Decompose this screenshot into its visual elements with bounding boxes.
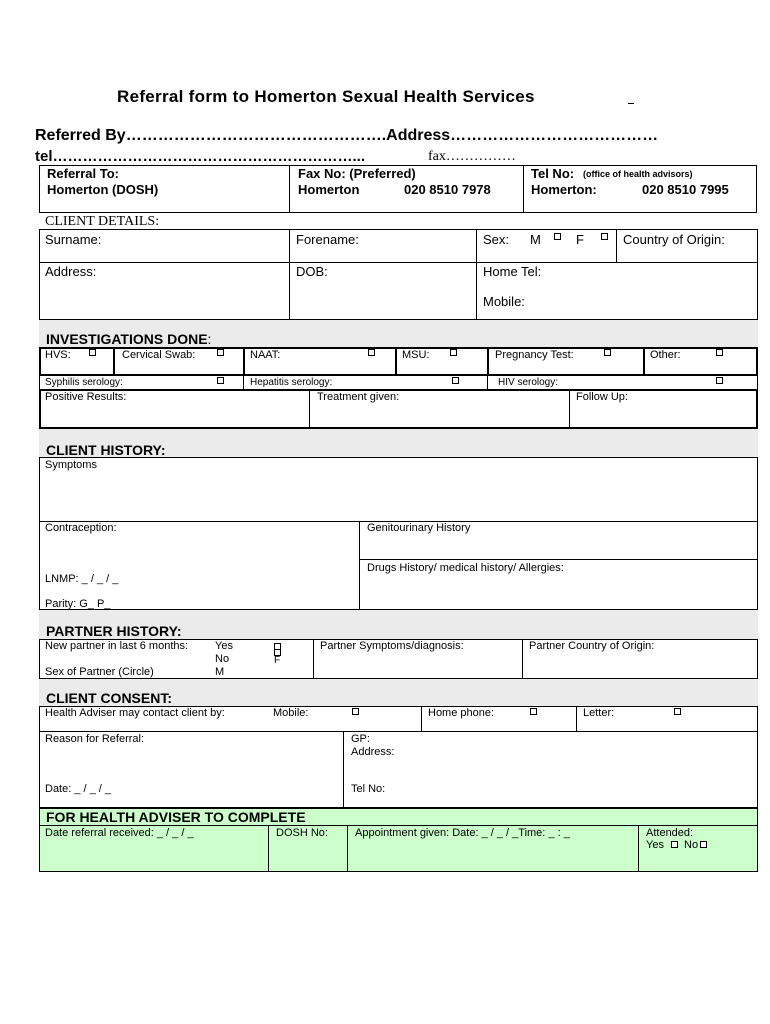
client-details-heading: CLIENT DETAILS: [45,214,160,229]
hepatitis-checkbox[interactable] [452,377,459,384]
fax-label: Fax No: (Preferred) [298,166,416,181]
sex-m-checkbox[interactable] [554,233,561,240]
cervical-checkbox[interactable] [217,349,224,356]
syphilis-label: Syphilis serology: [45,377,123,388]
hiv-label: HIV serology: [498,377,559,388]
tel-number: 020 8510 7995 [642,182,729,197]
gp-tel-field[interactable]: Tel No: [351,783,386,795]
dosh-no-field[interactable]: DOSH No: [276,827,328,839]
referred-by-line[interactable]: Referred By………………………………………….Address………………………………… [35,127,659,144]
appointment-field[interactable]: Appointment given: Date: _ / _ / _Time: _ : _ [355,827,570,839]
tel-label: Tel No: [531,166,575,181]
hvs-checkbox[interactable] [89,349,96,356]
tel-line[interactable]: tel……………………………………………………... [35,148,366,165]
attended-label: Attended: [646,827,694,839]
contact-method-label: Health Adviser may contact client by: [45,707,225,719]
gp-field[interactable]: GP: [351,733,370,745]
tel-note: (office of health advisors) [583,169,693,179]
gp-address-field[interactable]: Address: [351,746,395,758]
cervical-label: Cervical Swab: [122,349,196,361]
other-label: Other: [650,349,681,361]
contraception-field[interactable]: Contraception: [45,522,117,534]
partner-history-heading: PARTNER HISTORY: [46,623,182,639]
hvs-label: HVS: [45,349,71,361]
follow-up-field[interactable]: Follow Up: [576,391,628,403]
address-field[interactable]: Address: [45,264,97,279]
fax-number: 020 8510 7978 [404,182,491,197]
surname-field[interactable]: Surname: [45,232,102,247]
drugs-history-field[interactable]: Drugs History/ medical history/ Allergies: [367,562,564,574]
sex-label: Sex: [483,232,510,247]
sex-m-label: M [530,232,541,247]
msu-label: MSU: [402,349,430,361]
contact-mobile-checkbox[interactable] [352,708,359,715]
contact-letter-checkbox[interactable] [674,708,681,715]
reason-for-referral-field[interactable]: Reason for Referral: [45,733,145,745]
form-title: Referral form to Homerton Sexual Health Services [117,87,535,106]
forename-field[interactable]: Forename: [296,232,359,247]
partner-f-option[interactable]: F [274,655,281,666]
symptoms-field[interactable]: Symptoms [45,459,97,471]
pregnancy-checkbox[interactable] [604,349,611,356]
parity-field[interactable]: Parity: G_ P_ [45,598,111,610]
other-checkbox[interactable] [716,349,723,356]
partner-symptoms-field[interactable]: Partner Symptoms/diagnosis: [320,640,464,652]
client-consent-table [39,706,758,808]
pregnancy-label: Pregnancy Test: [495,349,574,361]
serology-row [39,375,758,390]
fax-place: Homerton [298,182,360,197]
new-partner-label: New partner in last 6 months: [45,640,189,652]
title-underline [628,103,634,104]
treatment-field[interactable]: Treatment given: [317,391,400,403]
investigations-heading: INVESTIGATIONS DONE: [46,331,212,347]
dob-field[interactable]: DOB: [296,264,328,279]
msu-checkbox[interactable] [450,349,457,356]
consent-date-field[interactable]: Date: _ / _ / _ [45,783,112,795]
referral-to-value: Homerton (DOSH) [47,182,159,197]
mobile-field[interactable]: Mobile: [483,294,525,309]
attended-no-label: No [684,839,699,851]
sex-f-checkbox[interactable] [601,233,608,240]
date-received-field[interactable]: Date referral received: _ / _ / _ [45,827,194,839]
positive-results-field[interactable]: Positive Results: [45,391,127,403]
tel-place: Homerton: [531,182,597,197]
divider [616,229,617,263]
lnmp-field[interactable]: LNMP: _ / _ / _ [45,573,119,585]
attended-yes-label: Yes [646,839,664,851]
contact-home-phone-checkbox[interactable] [530,708,537,715]
fax-line[interactable]: fax…………… [428,149,516,164]
partner-yes-label: Yes [215,640,233,652]
home-tel-field[interactable]: Home Tel: [483,264,542,279]
partner-country-field[interactable]: Partner Country of Origin: [529,640,655,652]
syphilis-checkbox[interactable] [217,377,224,384]
referral-to-label: Referral To: [47,166,119,181]
hiv-checkbox[interactable] [716,377,723,384]
genitourinary-field[interactable]: Genitourinary History [367,522,471,534]
sex-f-label: F [576,232,584,247]
partner-no-label: No [215,653,230,665]
sex-of-partner-label: Sex of Partner (Circle) [45,666,154,678]
client-history-heading: CLIENT HISTORY: [46,442,166,458]
contact-mobile-label: Mobile: [273,707,309,719]
attended-yes-checkbox[interactable] [671,841,678,848]
naat-label: NAAT: [250,349,281,361]
client-consent-heading: CLIENT CONSENT: [46,690,172,706]
country-field[interactable]: Country of Origin: [623,232,725,247]
health-adviser-heading: FOR HEALTH ADVISER TO COMPLETE [46,809,306,825]
naat-checkbox[interactable] [368,349,375,356]
hepatitis-label: Hepatitis serology: [250,377,333,388]
divider [289,229,290,320]
contact-home-phone-label: Home phone: [428,707,495,719]
divider [476,229,477,320]
attended-no-checkbox[interactable] [700,841,707,848]
divider [39,262,758,263]
partner-m-option[interactable]: M [215,666,225,678]
contact-letter-label: Letter: [583,707,615,719]
